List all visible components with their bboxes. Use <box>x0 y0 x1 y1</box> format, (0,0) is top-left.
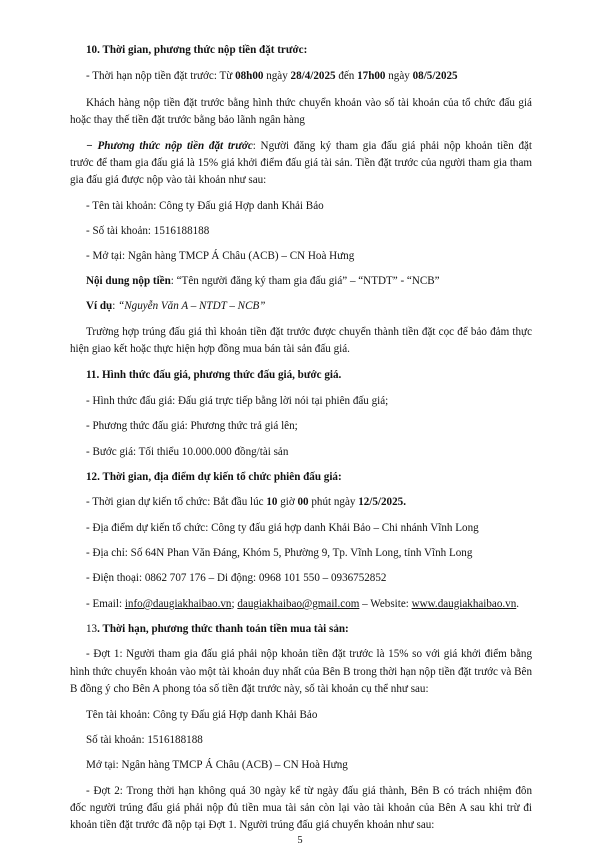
payment-content: Nội dung nộp tiền: “Tên người đăng ký tham gia đấu giá” – “NTDT” - “NCB” <box>86 275 440 287</box>
phase1-line: B đồng ý cho Bên A phong tỏa số tiền đặt trước này, số tài khoản cụ thể như sau: <box>70 683 429 695</box>
phase2-line: đốc người trúng đấu giá phải nộp đủ tiền mua tài sản còn lại vào tài khoản của Bên A sau khi trừ đi <box>70 802 532 814</box>
account-name: - Tên tài khoản: Công ty Đấu giá Hợp danh Khải Bảo <box>86 200 324 212</box>
section-12-heading: 12. Thời gian, địa điểm dự kiến tổ chức phiên đấu giá: <box>86 471 342 483</box>
section-10-heading: 10. Thời gian, phương thức nộp tiền đặt trước: <box>86 44 308 56</box>
auction-form: - Hình thức đấu giá: Đấu giá trực tiếp bằng lời nói tại phiên đấu giá; <box>86 395 389 407</box>
section-13-heading: 13. Thời hạn, phương thức thanh toán tiền mua tài sản: <box>86 623 349 635</box>
phase1-bank: Mở tại: Ngân hàng TMCP Á Châu (ACB) – CN Hoà Hưng <box>86 759 348 771</box>
deposit-paragraph-line: Khách hàng nộp tiền đặt trước bằng hình thức chuyển khoản vào số tài khoản của tổ chức đấu giá <box>86 97 532 109</box>
contact-email: - Email: info@daugiakhaibao.vn; daugiakhaibao@gmail.com – Website: www.daugiakhaibao.vn. <box>86 598 520 610</box>
page-number: 5 <box>297 835 303 846</box>
deposit-method-line: − Phương thức nộp tiền đặt trước: Người đăng ký tham gia đấu giá phải nộp khoản tiền đặt <box>86 140 532 152</box>
email-link[interactable]: info@daugiakhaibao.vn <box>124 598 232 610</box>
section-11-heading: 11. Hình thức đấu giá, phương thức đấu giá, bước giá. <box>86 369 342 381</box>
phase1-account-name: Tên tài khoản: Công ty Đấu giá Hợp danh Khải Bảo <box>86 709 318 721</box>
bid-step: - Bước giá: Tối thiểu 10.000.000 đồng/tài sản <box>86 446 289 458</box>
winner-paragraph-line: Trường hợp trúng đấu giá thì khoản tiền đặt trước được chuyển thành tiền đặt cọc để bảo đảm thực <box>86 326 532 338</box>
account-number: - Số tài khoản: 1516188188 <box>86 225 210 237</box>
phase1-line: - Đợt 1: Người tham gia đấu giá phải nộp khoản tiền đặt trước là 15% so với giá khởi điểm bằng <box>86 648 532 660</box>
deposit-method-line: trước để tham gia đấu giá là 15% giá khởi điểm đấu giá tài sản. Tiền đặt trước của người tham gia tham <box>70 157 532 169</box>
auction-place: - Địa điểm dự kiến tổ chức: Công ty đấu giá hợp danh Khải Bảo – Chi nhánh Vĩnh Long <box>86 522 479 534</box>
auction-address: - Địa chỉ: Số 64N Phan Văn Đáng, Khóm 5, Phường 9, Tp. Vĩnh Long, tỉnh Vĩnh Long <box>86 547 473 559</box>
phase1-line: hình thức chuyển khoản vào một tài khoản duy nhất của Bên B trong thời hạn nộp tiền đặt trước và Bên <box>70 666 532 678</box>
contact-phone: - Điện thoại: 0862 707 176 – Di động: 0968 101 550 – 0936752852 <box>86 572 387 584</box>
email-link[interactable]: daugiakhaibao@gmail.com <box>237 598 360 610</box>
website-link[interactable]: www.daugiakhaibao.vn <box>411 598 517 610</box>
deposit-method-line: gia đấu giá được nộp vào tài khoản như sau: <box>70 174 267 186</box>
phase2-line: khoản tiền đặt trước đã nộp tại Đợt 1. Người trúng đấu giá chuyển khoản như sau: <box>70 819 435 831</box>
bank-name: - Mở tại: Ngân hàng TMCP Á Châu (ACB) – CN Hoà Hưng <box>86 250 355 262</box>
deposit-deadline: - Thời hạn nộp tiền đặt trước: Từ 08h00 ngày 28/4/2025 đến 17h00 ngày 08/5/2025 <box>86 70 458 82</box>
auction-time: - Thời gian dự kiến tổ chức: Bắt đầu lúc 10 giờ 00 phút ngày 12/5/2025. <box>86 496 406 508</box>
phase2-line: - Đợt 2: Trong thời hạn không quá 30 ngày kể từ ngày đấu giá thành, Bên B có trách nhiệm đôn <box>86 785 532 797</box>
phase1-account-number: Số tài khoản: 1516188188 <box>86 734 203 746</box>
payment-example: Ví dụ: “Nguyễn Văn A – NTDT – NCB” <box>86 300 266 312</box>
deposit-paragraph-line: hoặc thay thế tiền đặt trước bằng bảo lãnh ngân hàng <box>70 114 305 126</box>
winner-paragraph-line: hiện giao kết hoặc thực hiện hợp đồng mua bán tài sản đấu giá. <box>70 343 350 355</box>
auction-method: - Phương thức đấu giá: Phương thức trả giá lên; <box>86 420 298 432</box>
